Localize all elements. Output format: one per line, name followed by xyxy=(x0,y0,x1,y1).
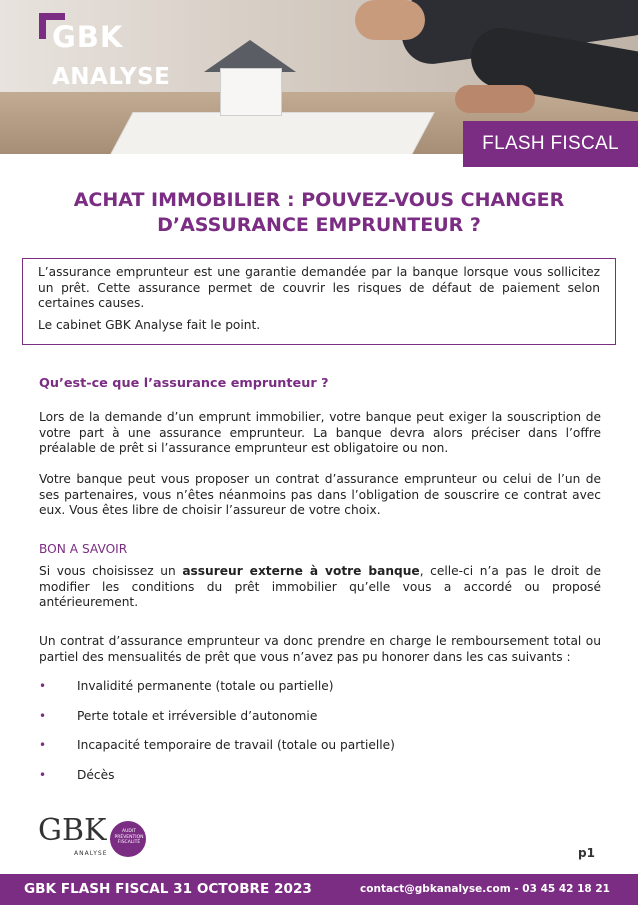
list-item-text: Décès xyxy=(77,767,115,782)
paragraph-1: Lors de la demande d’un emprunt immobilier, votre banque peut exiger la souscription de votre part à une assurance emprunteur. La banque devra alors préciser dans l’offre préalable de prêt si l’assurance emprunteur est obligatoire ou non. xyxy=(39,410,601,455)
footer-logo-gbk: GBK xyxy=(38,813,107,848)
list-item-text: Invalidité permanente (totale ou partielle) xyxy=(77,679,334,693)
bullet-icon: • xyxy=(39,738,47,752)
page-title xyxy=(40,188,598,238)
footer-logo-analyse: ANALYSE xyxy=(74,850,108,857)
resting-hand xyxy=(455,85,535,113)
list-item xyxy=(39,708,599,738)
circle-text-line3: FISCALITÉ xyxy=(117,840,141,845)
list-item-text: Perte totale et irréversible d’autonomie xyxy=(77,708,318,723)
list-item xyxy=(39,737,599,767)
bullet-icon: • xyxy=(39,767,47,782)
paragraph-3-start: Si vous choisissez un xyxy=(39,564,183,578)
cases-list xyxy=(39,678,599,796)
paragraph-3-emphasis: assureur externe à votre banque xyxy=(182,564,420,578)
page-title-line2: D’ASSURANCE EMPRUNTEUR ? xyxy=(157,214,481,236)
bullet-icon: • xyxy=(39,708,47,723)
section-heading: Qu’est-ce que l’assurance emprunteur ? xyxy=(39,376,329,391)
logo-analyse: ANALYSE xyxy=(52,64,171,90)
house-model-image xyxy=(220,68,282,116)
paragraph-4: Un contrat d’assurance emprunteur va donc prendre en charge le remboursement total ou partiel des mensualités de prêt que vous n’avez pas pu honorer dans les cas suivants : xyxy=(39,634,601,664)
page-number: p1 xyxy=(578,846,595,860)
circle-text-line2: PRÉVENTION xyxy=(114,834,144,840)
footer-bar xyxy=(0,874,638,905)
footer-contact: contact@gbkanalyse.com - 03 45 42 18 21 xyxy=(360,883,610,895)
bon-a-savoir-label: BON A SAVOIR xyxy=(39,542,128,556)
page-title-line1: ACHAT IMMOBILIER : POUVEZ-VOUS CHANGER xyxy=(73,189,565,211)
circle-text-line1: AUDIT xyxy=(122,829,136,834)
footer-title: GBK FLASH FISCAL 31 OCTOBRE 2023 xyxy=(24,881,312,897)
bullet-icon: • xyxy=(39,679,47,693)
footer-logo-circle-text xyxy=(114,829,144,846)
handshake-hand xyxy=(355,0,425,40)
list-item xyxy=(39,767,599,797)
header-document-image xyxy=(107,112,435,154)
flash-fiscal-badge xyxy=(463,121,638,167)
intro-paragraph: L’assurance emprunteur est une garantie demandée par la banque lorsque vous sollicitez un prêt. Cette assurance permet de couvrir les risques de défaut de paiement selon certaines causes. xyxy=(38,265,600,310)
list-item xyxy=(39,678,599,708)
flash-fiscal-label: FLASH FISCAL xyxy=(482,133,619,154)
footer-logo xyxy=(38,813,148,861)
list-item-text: Incapacité temporaire de travail (totale ou partielle) xyxy=(77,738,395,752)
intro-note: Le cabinet GBK Analyse fait le point. xyxy=(38,317,261,332)
paragraph-3-end: , celle-ci n’a pas le droit de modifier les conditions du prêt immobilier qu’elle vous a accordé ou proposé antérieurement. xyxy=(39,564,601,609)
paragraph-2: Votre banque peut vous proposer un contrat d’assurance emprunteur ou celui de l’un de ses partenaires, vous n’êtes néanmoins pas dans l’obligation de souscrire ce contrat avec eux. Vous êtes libre de choisir l’assureur de votre choix. xyxy=(39,472,601,517)
paragraph-3 xyxy=(39,564,601,611)
intro-box xyxy=(22,258,616,345)
logo-gbk: GBK xyxy=(52,20,124,54)
